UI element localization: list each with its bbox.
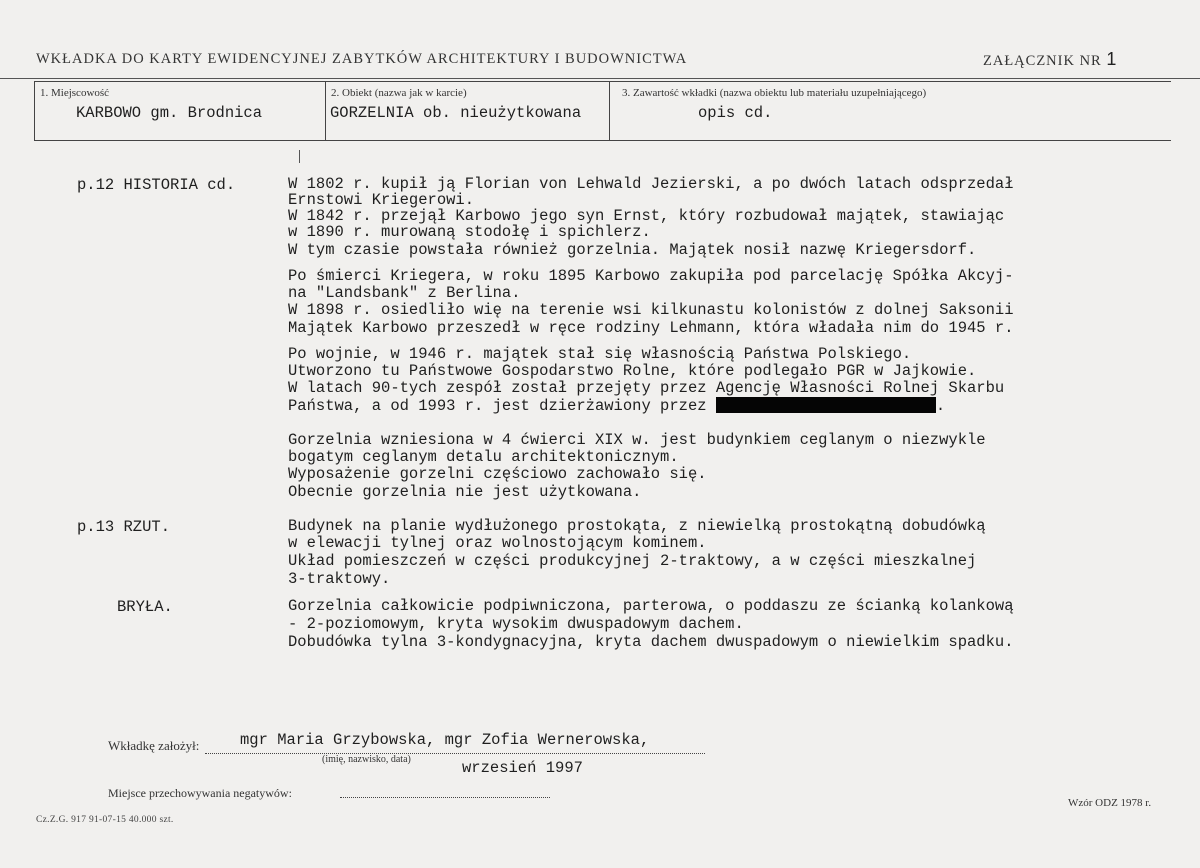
redaction-bar: [716, 397, 936, 413]
print-info: Cz.Z.G. 917 91-07-15 40.000 szt.: [36, 815, 174, 825]
plan-line: 3-traktowy.: [288, 570, 391, 588]
history-line: Ernstowi Kriegerowi.: [288, 191, 475, 209]
field-divider: [325, 82, 326, 140]
history-line-with-redaction: [288, 397, 945, 415]
margin-tick: [299, 150, 300, 163]
content-value: opis cd.: [698, 104, 773, 122]
plan-line: Budynek na planie wydłużonego prostokąta, z niewielką prostokątną dobudówką: [288, 517, 986, 535]
trailing-period: .: [935, 397, 946, 415]
form-title: WKŁADKA DO KARTY EWIDENCYJNEJ ZABYTKÓW ARCHITEKTURY I BUDOWNICTWA: [36, 51, 688, 67]
place-value: KARBOWO gm. Brodnica: [76, 104, 263, 122]
negatives-label: Miejsce przechowywania negatywów:: [108, 786, 292, 800]
place-label: 1. Miejscowość: [40, 87, 110, 99]
record-date: wrzesień 1997: [462, 759, 583, 777]
history-line: W 1802 r. kupił ją Florian von Lehwald Jezierski, a po dwóch latach odsprzedał: [288, 175, 1014, 193]
history-line: W 1898 r. osiedliło wię na terenie wsi kilkunastu kolonistów z dolnej Saksonii: [288, 301, 1014, 319]
author-names: mgr Maria Grzybowska, mgr Zofia Wernerowska,: [240, 731, 650, 749]
history-line: Po wojnie, w 1946 r. majątek stał się własnością Państwa Polskiego.: [288, 345, 912, 363]
author-label: Wkładkę założył:: [108, 738, 200, 753]
annex-label: [983, 49, 1117, 70]
top-rule: [0, 78, 1200, 79]
object-label: 2. Obiekt (nazwa jak w karcie): [331, 87, 467, 99]
history-line: Obecnie gorzelnia nie jest użytkowana.: [288, 483, 642, 501]
author-hint: (imię, nazwisko, data): [322, 754, 411, 765]
history-line: Utworzono tu Państwowe Gospodarstwo Rolne, które podlegało PGR w Jajkowie.: [288, 362, 977, 380]
history-line: na "Landsbank" z Berlina.: [288, 284, 521, 302]
field-divider: [609, 82, 610, 140]
form-line: Dobudówka tylna 3-kondygnacyjna, kryta dachem dwuspadowym o niewielkim spadku.: [288, 633, 1014, 651]
history-line: Państwa, a od 1993 r. jest dzierżawiony przez: [288, 397, 707, 415]
history-line: w 1890 r. murowaną stodołę i spichlerz.: [288, 223, 651, 241]
history-section-label: p.12 HISTORIA cd.: [77, 176, 236, 194]
annex-label-text: ZAŁĄCZNIK NR: [983, 53, 1102, 69]
form-line: - 2-poziomowym, kryta wysokim dwuspadowym dachem.: [288, 615, 744, 633]
plan-line: Układ pomieszczeń w części produkcyjnej 2-traktowy, a w części mieszkalnej: [288, 552, 977, 570]
form-section-label: BRYŁA.: [117, 598, 173, 616]
history-line: W 1842 r. przejął Karbowo jego syn Ernst, który rozbudował majątek, stawiając: [288, 207, 1005, 225]
object-value: GORZELNIA ob. nieużytkowana: [330, 104, 582, 122]
history-line: Wyposażenie gorzelni częściowo zachowało się.: [288, 465, 707, 483]
history-line: W latach 90-tych zespół został przejęty przez Agencję Własności Rolnej Skarbu: [288, 379, 1005, 397]
history-line: Gorzelnia wzniesiona w 4 ćwierci XIX w. jest budynkiem ceglanym o niezwykle: [288, 431, 986, 449]
annex-number: 1: [1106, 49, 1118, 69]
plan-section-label: p.13 RZUT.: [77, 518, 171, 536]
plan-line: w elewacji tylnej oraz wolnostojącym kominem.: [288, 534, 707, 552]
author-dotted-line: [205, 753, 705, 754]
content-label: 3. Zawartość wkładki (nazwa obiektu lub materiału uzupełniającego): [622, 87, 927, 99]
history-line: W tym czasie powstała również gorzelnia. Majątek nosił nazwę Kriegersdorf.: [288, 241, 977, 259]
negatives-dotted-line: [340, 797, 550, 798]
history-line: bogatym ceglanym detalu architektonicznym.: [288, 448, 679, 466]
form-model: Wzór ODZ 1978 r.: [1068, 797, 1152, 809]
form-line: Gorzelnia całkowicie podpiwniczona, parterowa, o poddaszu ze ścianką kolankową: [288, 597, 1014, 615]
history-line: Po śmierci Kriegera, w roku 1895 Karbowo zakupiła pod parcelację Spółka Akcyj-: [288, 267, 1014, 285]
history-line: Majątek Karbowo przeszedł w ręce rodziny Lehmann, która władała nim do 1945 r.: [288, 319, 1014, 337]
